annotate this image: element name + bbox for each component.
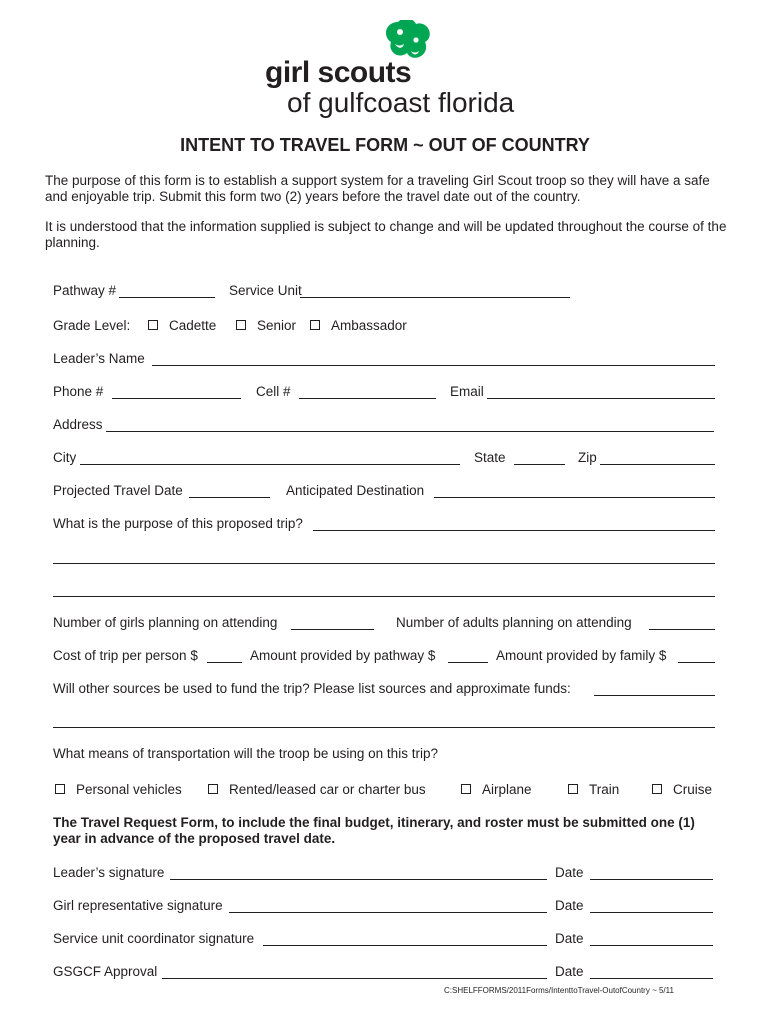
amount-family-label: Amount provided by family $	[496, 648, 667, 663]
city-field[interactable]	[80, 464, 460, 465]
cell-field[interactable]	[299, 398, 436, 399]
cruise-label: Cruise	[673, 782, 713, 797]
amount-pathway-label: Amount provided by pathway $	[250, 648, 436, 663]
other-sources-field[interactable]	[594, 695, 715, 696]
ambassador-checkbox[interactable]	[310, 320, 320, 330]
adults-attending-field[interactable]	[649, 629, 715, 630]
logo-subtitle: of gulfcoast florida	[287, 87, 515, 118]
leader-date-field[interactable]	[590, 879, 713, 880]
phone-field[interactable]	[112, 398, 241, 399]
girl-rep-signature-label: Girl representative signature	[53, 898, 223, 913]
gsgcf-date-field[interactable]	[590, 978, 713, 979]
footer-file-path: C:SHELFFORMS/2011Forms/IntenttoTravel-OutofCountry ~ 5/11	[444, 986, 674, 995]
service-unit-field[interactable]	[300, 297, 570, 298]
address-label: Address	[53, 417, 103, 432]
cell-label: Cell #	[256, 384, 291, 399]
girls-attending-field[interactable]	[291, 629, 374, 630]
transportation-label: What means of transportation will the troop be using on this trip?	[53, 746, 438, 761]
state-field[interactable]	[514, 464, 565, 465]
form-title: INTENT TO TRAVEL FORM ~ OUT OF COUNTRY	[180, 135, 590, 155]
airplane-label: Airplane	[482, 782, 532, 797]
rented-car-checkbox[interactable]	[208, 784, 218, 794]
leaders-name-field[interactable]	[152, 365, 715, 366]
cadette-label: Cadette	[169, 318, 217, 333]
su-coordinator-signature-field[interactable]	[263, 945, 547, 946]
phone-label: Phone #	[53, 384, 104, 399]
cost-per-person-field[interactable]	[207, 662, 242, 663]
logo-name: girl scouts	[265, 56, 412, 89]
email-field[interactable]	[487, 398, 715, 399]
senior-checkbox[interactable]	[236, 320, 246, 330]
intro-paragraph-2: It is understood that the information supplied is subject to change and will be updated throughout the course of the planning.	[45, 219, 727, 250]
pathway-label: Pathway #	[53, 283, 117, 298]
pathway-field[interactable]	[119, 297, 215, 298]
leader-signature-field[interactable]	[170, 879, 547, 880]
cadette-checkbox[interactable]	[148, 320, 158, 330]
leader-signature-label: Leader’s signature	[53, 865, 165, 880]
anticipated-destination-label: Anticipated Destination	[286, 483, 425, 498]
su-coordinator-signature-label: Service unit coordinator signature	[53, 931, 255, 946]
purpose-field-line-3[interactable]	[53, 596, 715, 597]
ambassador-label: Ambassador	[331, 318, 407, 333]
personal-vehicles-checkbox[interactable]	[55, 784, 65, 794]
personal-vehicles-label: Personal vehicles	[76, 782, 182, 797]
girl-rep-signature-field[interactable]	[229, 912, 547, 913]
rented-car-label: Rented/leased car or charter bus	[229, 782, 426, 797]
address-field[interactable]	[106, 431, 714, 432]
intro-paragraph-1: The purpose of this form is to establish a support system for a traveling Girl Scout troop so they will have a safe and enjoyable trip. Submit this form two (2) years before the travel date out of the country.	[45, 173, 710, 204]
cruise-checkbox[interactable]	[652, 784, 662, 794]
train-label: Train	[589, 782, 620, 797]
other-sources-field-line-2[interactable]	[53, 727, 715, 728]
service-unit-label: Service Unit	[229, 283, 302, 298]
girl-rep-date-field[interactable]	[590, 912, 713, 913]
amount-family-field[interactable]	[678, 662, 715, 663]
projected-travel-date-field[interactable]	[189, 497, 270, 498]
girls-attending-label: Number of girls planning on attending	[53, 615, 278, 630]
other-sources-label: Will other sources be used to fund the trip? Please list sources and approximate funds:	[53, 681, 571, 696]
city-label: City	[53, 450, 77, 465]
state-label: State	[474, 450, 506, 465]
airplane-checkbox[interactable]	[461, 784, 471, 794]
girl-rep-date-label: Date	[555, 898, 584, 913]
purpose-label: What is the purpose of this proposed trip?	[53, 516, 303, 531]
leaders-name-label: Leader’s Name	[53, 351, 145, 366]
adults-attending-label: Number of adults planning on attending	[396, 615, 632, 630]
train-checkbox[interactable]	[568, 784, 578, 794]
amount-pathway-field[interactable]	[448, 662, 488, 663]
leader-date-label: Date	[555, 865, 584, 880]
gsgcf-date-label: Date	[555, 964, 584, 979]
email-label: Email	[450, 384, 484, 399]
gsgcf-approval-field[interactable]	[162, 978, 547, 979]
cost-per-person-label: Cost of trip per person $	[53, 648, 198, 663]
submission-note: The Travel Request Form, to include the final budget, itinerary, and roster must be submitted one (1) year in advance of the proposed travel date.	[53, 815, 695, 846]
su-coordinator-date-label: Date	[555, 931, 584, 946]
purpose-field[interactable]	[313, 530, 715, 531]
zip-field[interactable]	[600, 464, 715, 465]
senior-label: Senior	[257, 318, 297, 333]
zip-label: Zip	[578, 450, 597, 465]
anticipated-destination-field[interactable]	[434, 497, 715, 498]
su-coordinator-date-field[interactable]	[590, 945, 713, 946]
gsgcf-approval-label: GSGCF Approval	[53, 964, 158, 979]
grade-level-label: Grade Level:	[53, 318, 131, 333]
projected-travel-date-label: Projected Travel Date	[53, 483, 183, 498]
purpose-field-line-2[interactable]	[53, 563, 715, 564]
